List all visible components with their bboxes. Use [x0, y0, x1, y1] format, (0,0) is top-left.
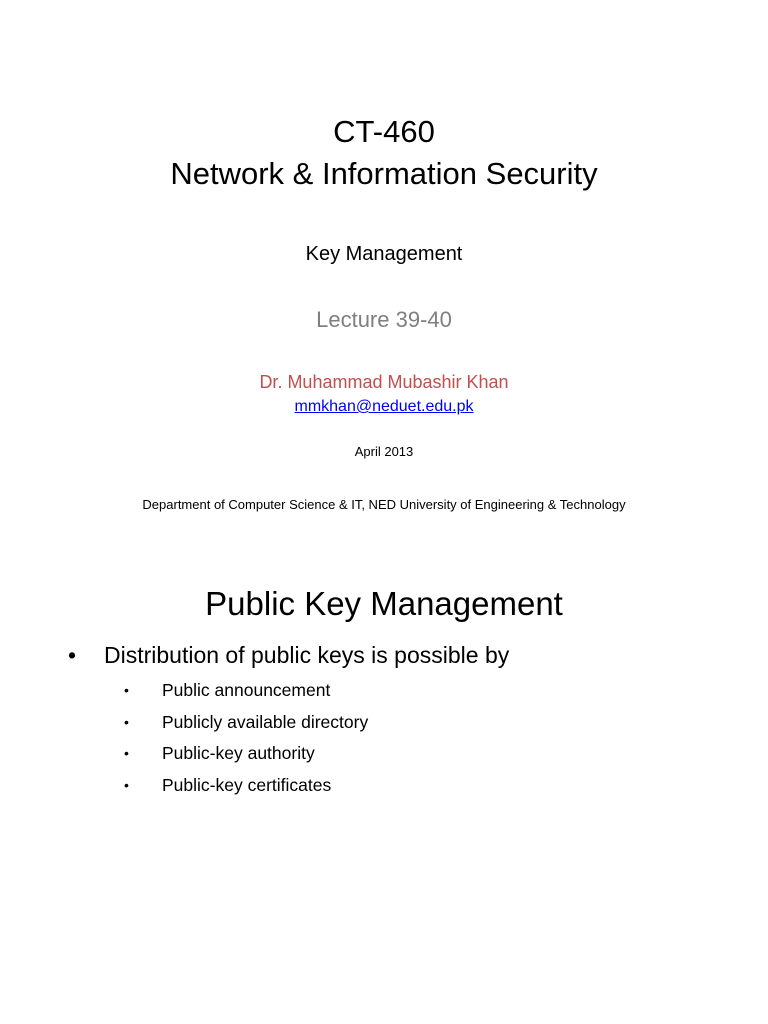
author-name: Dr. Muhammad Mubashir Khan — [259, 372, 509, 392]
sub-bullet-text: Publicly available directory — [162, 711, 369, 732]
course-name: Network & Information Security — [170, 156, 598, 191]
main-bullet-text: Distribution of public keys is possible by — [104, 642, 510, 668]
bullet-icon: • — [68, 642, 77, 668]
department-name: Department of Computer Science & IT, NED University of Engineering & Technology — [142, 497, 626, 512]
bullet-icon: • — [124, 682, 129, 698]
slide-title: Public Key Management — [205, 585, 563, 622]
lecture-topic: Key Management — [305, 243, 463, 265]
author-email-container — [0, 396, 768, 418]
course-code: CT-460 — [333, 114, 435, 149]
author-email-link[interactable]: mmkhan@neduet.edu.pk — [294, 398, 474, 415]
lecture-date: April 2013 — [354, 444, 414, 459]
bullet-icon: • — [124, 776, 129, 793]
content-slide — [0, 562, 768, 1024]
sub-bullet-text: Public-key certificates — [162, 774, 332, 795]
bullet-icon: • — [124, 713, 129, 730]
bullet-icon: • — [124, 745, 129, 761]
sub-bullet-text: Public announcement — [162, 680, 331, 700]
sub-bullet-text: Public-key authority — [162, 743, 315, 763]
lecture-number: Lecture 39-40 — [316, 307, 452, 332]
